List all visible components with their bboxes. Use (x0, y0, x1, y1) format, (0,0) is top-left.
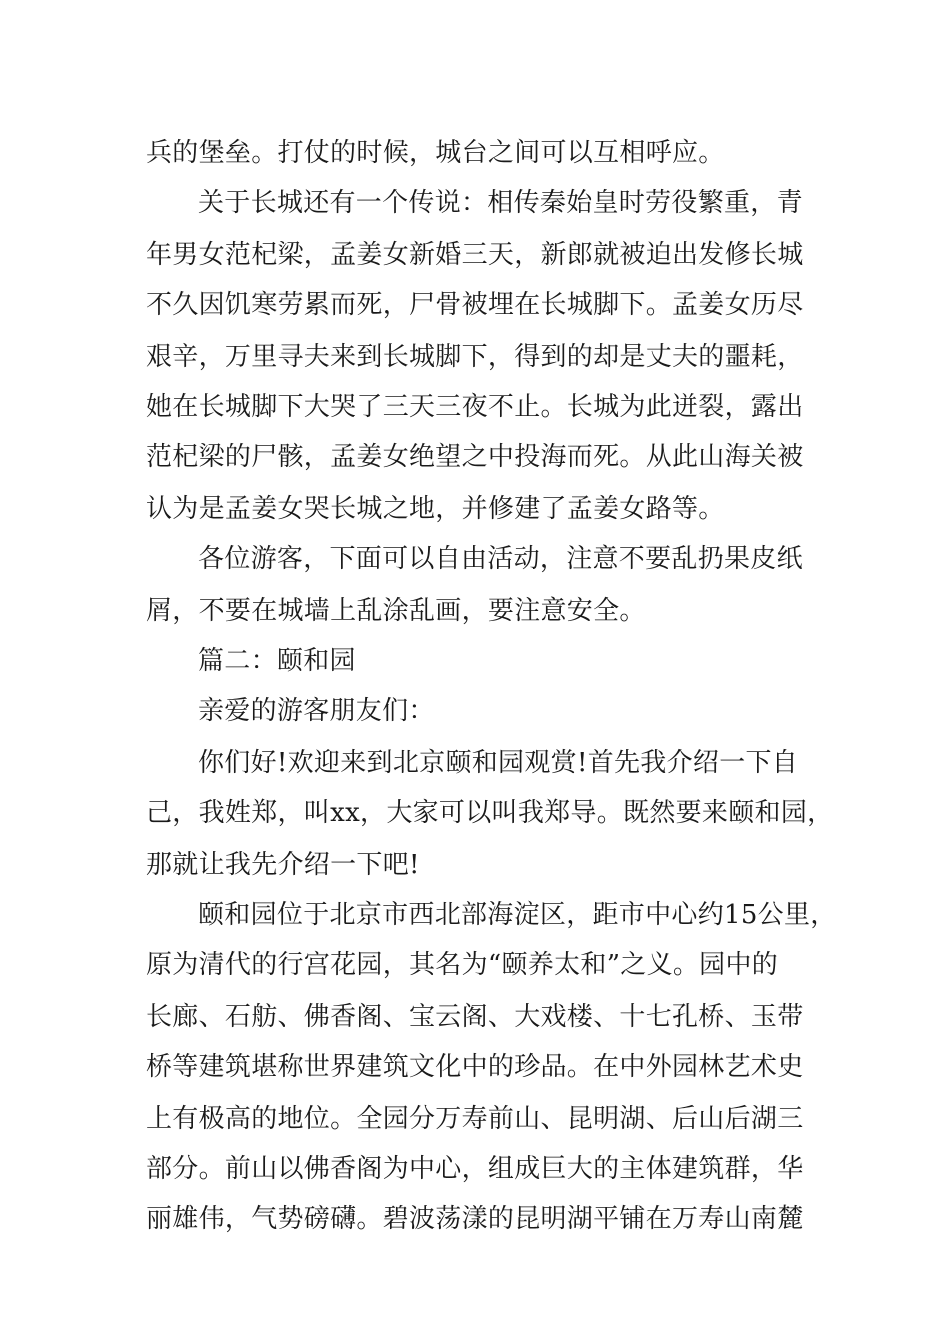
text-line: 亲爱的游客朋友们： (198, 696, 435, 726)
text-line: 己，我姓郑，叫xx，大家可以叫我郑导。既然要来颐和园， (146, 798, 834, 828)
text-line: 部分。前山以佛香阁为中心，组成巨大的主体建筑群，华 (146, 1154, 804, 1184)
section-heading: 篇二：颐和园 (198, 646, 356, 676)
text-line: 不久因饥寒劳累而死，尸骨被埋在长城脚下。孟姜女历尽 (146, 290, 804, 320)
text-line: 年男女范杞梁，孟姜女新婚三天，新郎就被迫出发修长城 (146, 240, 804, 270)
text-line: 那就让我先介绍一下吧! (146, 850, 420, 880)
text-line: 艰辛，万里寻夫来到长城脚下，得到的却是丈夫的噩耗， (146, 342, 804, 372)
text-line: 她在长城脚下大哭了三天三夜不止。长城为此迸裂，露出 (146, 392, 804, 422)
text-line: 颐和园位于北京市西北部海淀区，距市中心约15公里， (198, 900, 837, 930)
text-line: 范杞梁的尸骸，孟姜女绝望之中投海而死。从此山海关被 (146, 442, 804, 472)
text-line: 各位游客，下面可以自由活动，注意不要乱扔果皮纸 (198, 544, 803, 574)
text-line: 关于长城还有一个传说：相传秦始皇时劳役繁重，青 (198, 188, 803, 218)
text-line: 桥等建筑堪称世界建筑文化中的珍品。在中外园林艺术史 (146, 1052, 804, 1082)
text-line: 原为清代的行宫花园，其名为“颐养太和”之义。园中的 (146, 950, 779, 980)
text-line: 你们好!欢迎来到北京颐和园观赏!首先我介绍一下自 (198, 748, 799, 778)
text-line: 丽雄伟，气势磅礴。碧波荡漾的昆明湖平铺在万寿山南麓 (146, 1204, 804, 1234)
text-line: 兵的堡垒。打仗的时候，城台之间可以互相呼应。 (146, 138, 725, 168)
text-line: 屑，不要在城墙上乱涂乱画，要注意安全。 (146, 596, 646, 626)
text-line: 上有极高的地位。全园分万寿前山、昆明湖、后山后湖三 (146, 1104, 804, 1134)
text-line: 长廊、石舫、佛香阁、宝云阁、大戏楼、十七孔桥、玉带 (146, 1002, 804, 1032)
text-line: 认为是孟姜女哭长城之地，并修建了孟姜女路等。 (146, 494, 725, 524)
